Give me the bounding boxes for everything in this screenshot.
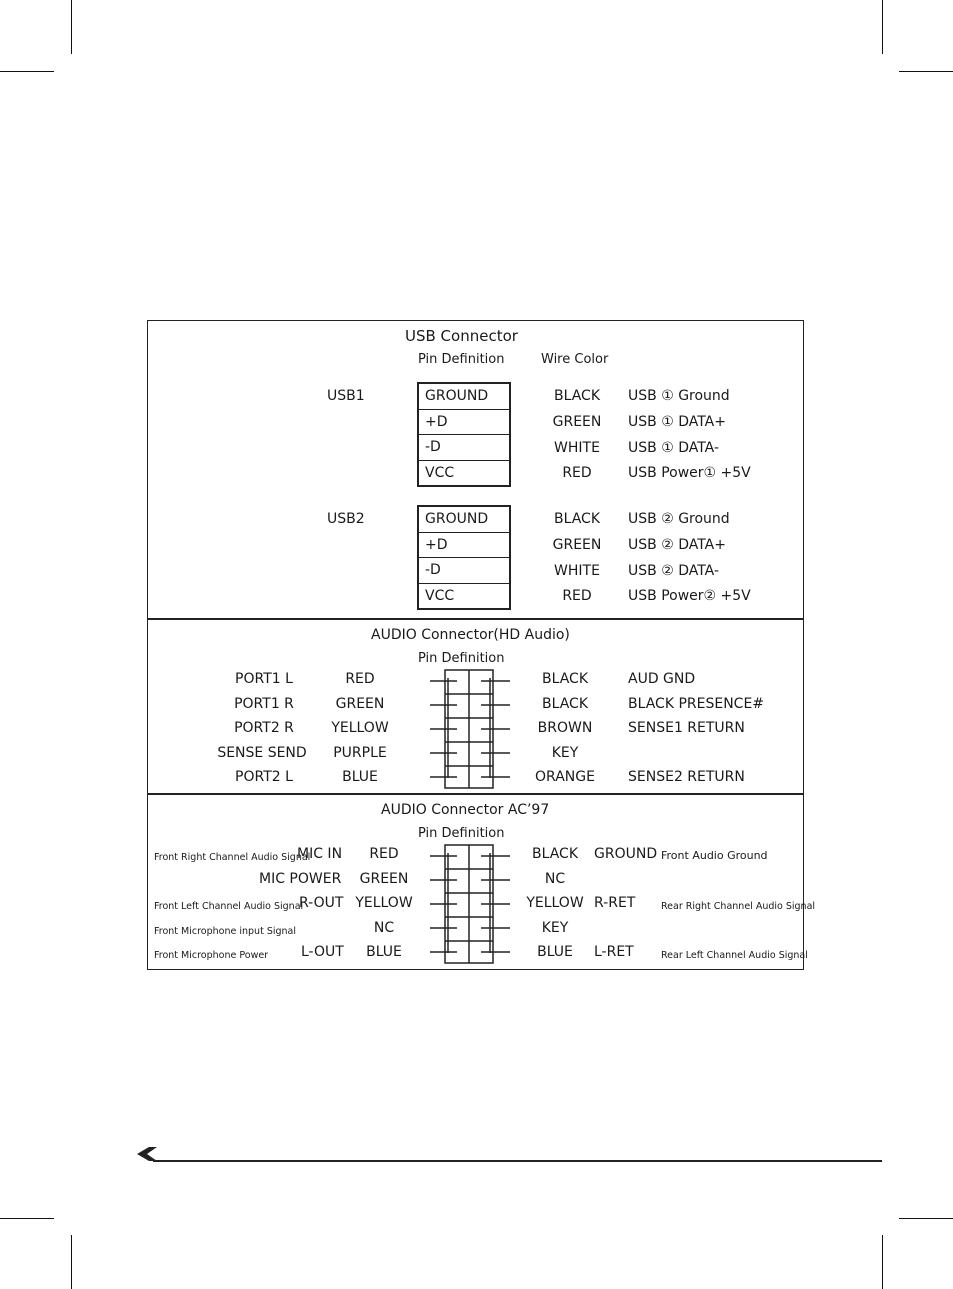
usb2-pin-row: VCC — [425, 587, 455, 604]
usb2-wire-color: BLACK — [553, 511, 601, 527]
usb2-pin-row: -D — [419, 558, 509, 584]
usb1-function: USB ① Ground — [628, 388, 730, 404]
ac97-left-description: Front Right Channel Audio Signal — [154, 852, 311, 863]
usb1-function: USB Power① +5V — [628, 465, 751, 481]
crop-mark-top-left-horizontal — [0, 71, 54, 72]
usb2-function: USB ② Ground — [628, 511, 730, 527]
ac97-right-description: Rear Right Channel Audio Signal — [661, 901, 816, 912]
usb1-function: USB ① DATA+ — [628, 414, 726, 430]
hd-audio-right-color: BLACK — [541, 671, 589, 687]
ac97-right-description: Rear Left Channel Audio Signal — [661, 950, 808, 961]
usb2-function: USB Power② +5V — [628, 588, 751, 604]
hd-audio-left-function: PORT2 L — [235, 769, 293, 785]
ac97-left-function: MIC IN — [297, 846, 343, 862]
hd-audio-right-function: AUD GND — [628, 671, 696, 687]
hd-audio-left-function: PORT2 R — [234, 720, 294, 736]
crop-mark-bottom-right-horizontal — [899, 1218, 953, 1219]
usb-pin-definition-label: Pin Definition — [418, 352, 505, 367]
hd-audio-right-color: BLACK — [541, 696, 589, 712]
ac97-right-color: KEY — [541, 920, 569, 936]
ac97-left-function: L-OUT — [301, 944, 344, 960]
usb2-pin-box — [417, 505, 511, 610]
ac97-left-color: BLUE — [366, 944, 402, 960]
crop-mark-bottom-left-vertical — [71, 1235, 72, 1289]
hd-audio-left-color: RED — [345, 671, 375, 687]
ac97-left-description: Front Microphone Power — [154, 950, 269, 961]
usb1-label: USB1 — [327, 388, 365, 404]
usb1-wire-color: GREEN — [552, 414, 602, 430]
hd-audio-right-function: SENSE1 RETURN — [628, 720, 745, 736]
usb1-pin-box — [417, 382, 511, 487]
crop-mark-bottom-left-horizontal — [0, 1218, 54, 1219]
usb2-function: USB ② DATA- — [628, 563, 719, 579]
ac97-right-color: BLUE — [537, 944, 573, 960]
usb2-pin-row: GROUND — [419, 507, 509, 533]
usb1-wire-color: WHITE — [554, 440, 600, 456]
ac97-left-function: R-OUT — [299, 895, 344, 911]
hd-audio-right-color: ORANGE — [535, 769, 595, 785]
hd-audio-header-diagram — [428, 668, 512, 790]
ac97-right-function: R-RET — [594, 895, 636, 911]
hd-audio-right-color: BROWN — [537, 720, 593, 736]
hd-audio-left-color: PURPLE — [333, 745, 387, 761]
section-divider-usb-audio — [147, 618, 804, 620]
ac97-left-color: NC — [373, 920, 395, 936]
usb-wire-color-label: Wire Color — [541, 352, 609, 367]
footer-rule — [153, 1160, 882, 1162]
usb2-wire-color: WHITE — [554, 563, 600, 579]
usb2-function: USB ② DATA+ — [628, 537, 726, 553]
usb1-wire-color: RED — [562, 465, 592, 481]
usb1-pin-row: -D — [419, 435, 509, 461]
hd-audio-left-function: SENSE SEND — [217, 745, 307, 761]
crop-mark-top-left-vertical — [71, 0, 72, 54]
usb1-pin-row: +D — [419, 410, 509, 436]
ac97-left-description: Front Microphone input Signal — [154, 926, 297, 937]
ac97-pin-definition-label: Pin Definition — [418, 826, 505, 841]
hd-audio-left-function: PORT1 L — [235, 671, 293, 687]
ac97-right-color: NC — [544, 871, 566, 887]
usb2-pin-row: +D — [419, 533, 509, 559]
ac97-left-color: GREEN — [359, 871, 409, 887]
usb1-pin-row: GROUND — [419, 384, 509, 410]
ac97-header-diagram — [428, 843, 512, 965]
usb2-wire-color: RED — [562, 588, 592, 604]
usb1-wire-color: BLACK — [553, 388, 601, 404]
ac97-left-function: MIC POWER — [259, 871, 342, 887]
usb2-wire-color: GREEN — [552, 537, 602, 553]
hd-audio-right-color: KEY — [551, 745, 579, 761]
ac97-right-description: Front Audio Ground — [661, 849, 768, 862]
usb1-function: USB ① DATA- — [628, 440, 719, 456]
crop-mark-top-right-vertical — [882, 0, 883, 54]
ac97-right-function: GROUND — [594, 846, 658, 862]
section-divider-hd-ac97 — [147, 793, 804, 795]
hd-audio-left-color: BLUE — [342, 769, 378, 785]
hd-audio-section-title: AUDIO Connector(HD Audio) — [371, 627, 570, 643]
hd-audio-left-color: GREEN — [335, 696, 385, 712]
usb1-pin-row: VCC — [425, 464, 455, 481]
ac97-right-function: L-RET — [594, 944, 634, 960]
hd-audio-right-function: BLACK PRESENCE# — [628, 696, 765, 712]
ac97-left-description: Front Left Channel Audio Signal — [154, 901, 304, 912]
crop-mark-top-right-horizontal — [899, 71, 953, 72]
ac97-left-color: RED — [369, 846, 399, 862]
hd-audio-left-function: PORT1 R — [234, 696, 294, 712]
ac97-section-title: AUDIO Connector AC’97 — [381, 802, 550, 818]
ac97-right-color: BLACK — [531, 846, 579, 862]
hd-audio-pin-definition-label: Pin Definition — [418, 651, 505, 666]
usb2-label: USB2 — [327, 511, 365, 527]
hd-audio-right-function: SENSE2 RETURN — [628, 769, 745, 785]
ac97-left-color: YELLOW — [355, 895, 413, 911]
usb-section-title: USB Connector — [405, 327, 518, 345]
hd-audio-left-color: YELLOW — [331, 720, 389, 736]
crop-mark-bottom-right-vertical — [882, 1235, 883, 1289]
ac97-right-color: YELLOW — [526, 895, 584, 911]
